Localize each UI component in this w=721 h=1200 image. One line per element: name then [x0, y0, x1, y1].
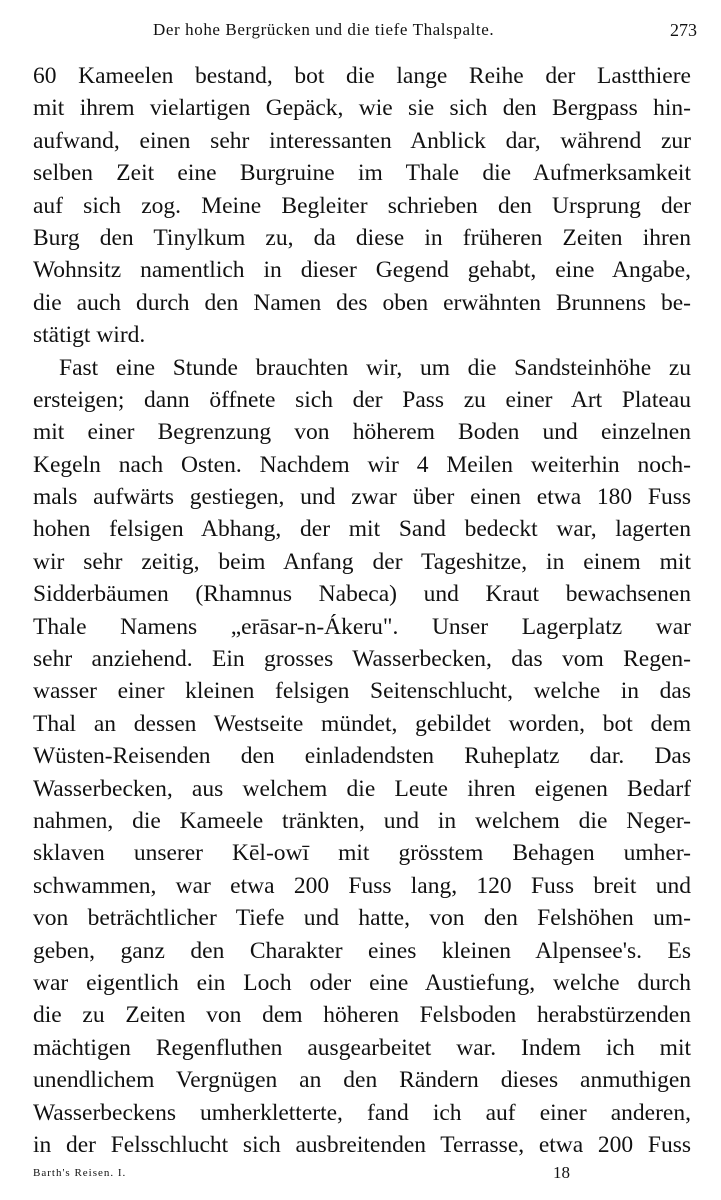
- page-header: [33, 20, 697, 46]
- text-line: selben Zeit eine Burgruine im Thale die Aufmerksamkeit: [33, 160, 691, 187]
- page-footer: [33, 1163, 697, 1185]
- text-line: wasser einer kleinen felsigen Seitenschlucht, welche in das: [33, 678, 691, 705]
- text-line: 60 Kameelen bestand, bot die lange Reihe der Lastthiere: [33, 63, 691, 89]
- text-line: mals aufwärts gestiegen, und zwar über einen etwa 180 Fuss: [33, 484, 691, 511]
- text-line: wir sehr zeitig, beim Anfang der Tageshitze, in einem mit: [33, 548, 691, 575]
- text-line: Burg den Tinylkum zu, da diese in früheren Zeiten ihren: [33, 224, 691, 251]
- page-number: 273: [670, 20, 697, 40]
- text-line: Wohnsitz namentlich in dieser Gegend gehabt, eine Angabe,: [33, 257, 691, 284]
- text-line: mächtigen Regenfluthen ausgearbeitet war. Indem ich mit: [33, 1034, 691, 1061]
- text-line: die zu Zeiten von dem höheren Felsboden herabstürzenden: [33, 1002, 691, 1029]
- text-line: in der Felsschlucht sich ausbreitenden Terrasse, etwa 200 Fuss: [33, 1131, 691, 1158]
- running-title: Der hohe Bergrücken und die tiefe Thalspalte.: [153, 20, 495, 39]
- text-line: ersteigen; dann öffnete sich der Pass zu einer Art Plateau: [33, 386, 691, 413]
- text-line: war eigentlich ein Loch oder eine Austiefung, welche durch: [33, 969, 691, 996]
- text-line: mit einer Begrenzung von höherem Boden und einzelnen: [33, 419, 691, 446]
- text-line: sehr anziehend. Ein grosses Wasserbecken, das vom Regen-: [33, 646, 691, 673]
- text-line: Thal an dessen Westseite mündet, gebildet worden, bot dem: [33, 710, 691, 737]
- text-line: geben, ganz den Charakter eines kleinen Alpensee's. Es: [33, 937, 691, 964]
- text-line: nahmen, die Kameele tränkten, und in welchem die Neger-: [33, 807, 691, 834]
- text-line: die auch durch den Namen des oben erwähnten Brunnens be-: [33, 289, 691, 316]
- text-line: mit ihrem vielartigen Gepäck, wie sie sich den Bergpass hin-: [33, 95, 691, 122]
- text-line: unendlichem Vergnügen an den Rändern dieses anmuthigen: [33, 1067, 691, 1094]
- sheet-number: 18: [553, 1163, 570, 1182]
- text-line: auf sich zog. Meine Begleiter schrieben den Ursprung der: [33, 192, 691, 219]
- text-line: Sidderbäumen (Rhamnus Nabeca) und Kraut bewachsenen: [33, 581, 691, 608]
- text-line: Thale Namens „erāsar-n-Ákeru". Unser Lagerplatz war: [33, 613, 691, 640]
- text-line: Wasserbeckens umherkletterte, fand ich auf einer anderen,: [33, 1099, 691, 1126]
- text-line: Wasserbecken, aus welchem die Leute ihren eigenen Bedarf: [33, 775, 691, 802]
- body-text: [33, 60, 691, 1161]
- text-line: Fast eine Stunde brauchten wir, um die Sandsteinhöhe zu: [59, 354, 691, 381]
- text-line: sklaven unserer Kēl-owī mit grösstem Behagen umher-: [33, 840, 691, 867]
- text-line: von beträchtlicher Tiefe und hatte, von den Felshöhen um-: [33, 905, 691, 932]
- text-line: Kegeln nach Osten. Nachdem wir 4 Meilen weiterhin noch-: [33, 451, 691, 478]
- text-line: Wüsten-Reisenden den einladendsten Ruheplatz dar. Das: [33, 743, 691, 770]
- text-line: hohen felsigen Abhang, der mit Sand bedeckt war, lagerten: [33, 516, 691, 543]
- text-line: aufwand, einen sehr interessanten Anblick dar, während zur: [33, 127, 691, 154]
- printer-signature: Barth's Reisen. I.: [33, 1167, 127, 1179]
- text-line: stätigt wird.: [33, 322, 146, 349]
- text-line: schwammen, war etwa 200 Fuss lang, 120 Fuss breit und: [33, 872, 691, 899]
